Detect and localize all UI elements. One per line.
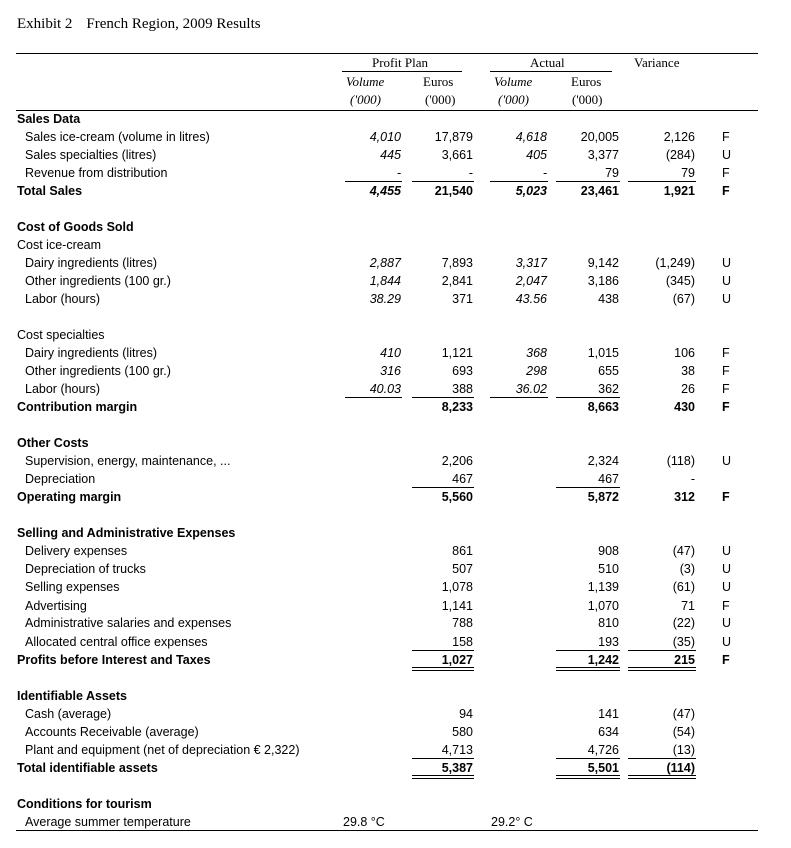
- profit-plan-rule: [342, 71, 462, 72]
- subsection-title: Cost specialties: [17, 328, 105, 342]
- header-actual-euros: Euros: [571, 74, 602, 89]
- total-row-contribution: Contribution margin 8,233 8,663 430 F: [17, 400, 730, 414]
- top-rule: [16, 53, 758, 54]
- table-row: Allocated central office expenses 158 193 (35) U: [25, 635, 732, 649]
- header-plan-euros: Euros: [423, 74, 454, 89]
- table-row: Other ingredients (100 gr.) 1,844 2,841 2,047 3,186 (345) U: [25, 274, 732, 288]
- total-row-operating: Operating margin 5,560 5,872 312 F: [17, 490, 730, 504]
- header-variance: Variance: [634, 55, 680, 70]
- actual-rule: [490, 71, 612, 72]
- table-row: Dairy ingredients (litres) 2,887 7,893 3,317 9,142 (1,249) U: [25, 256, 732, 270]
- header-actual-volume: Volume: [494, 74, 533, 89]
- table-row: Other ingredients (100 gr.) 316 693 298 655 38 F: [25, 364, 730, 378]
- header-actual-euros-unit: ('000): [572, 92, 603, 107]
- table-row: Average summer temperature 29.8 °C 29.2° C: [25, 815, 533, 829]
- header-actual: Actual: [530, 55, 565, 70]
- total-row-pbit: Profits before Interest and Taxes 1,027 1,242 215 F: [17, 653, 730, 667]
- exhibit-title: [17, 16, 261, 33]
- table-row: Cash (average) 94 141 (47): [25, 707, 695, 721]
- table-row: Advertising 1,141 1,070 71 F: [25, 599, 730, 613]
- subsection-title: Cost ice-cream: [17, 238, 102, 252]
- section-title-assets: Identifiable Assets: [17, 689, 127, 703]
- table-row: Supervision, energy, maintenance, ... 2,206 2,324 (118) U: [25, 454, 732, 468]
- table-row: Labor (hours) 38.29 371 43.56 438 (67) U: [25, 292, 732, 306]
- exhibit-number: Exhibit 2: [17, 16, 73, 32]
- total-row-assets: Total identifiable assets 5,387 5,501 (114): [17, 761, 695, 775]
- total-row-sales: Total Sales 4,455 21,540 5,023 23,461 1,921 F: [17, 184, 730, 198]
- section-title-cogs: Cost of Goods Sold: [17, 220, 134, 234]
- header-plan-euros-unit: ('000): [425, 92, 456, 107]
- section-title-tourism: Conditions for tourism: [17, 797, 152, 811]
- table-row: Sales ice-cream (volume in litres) 4,010 17,879 4,618 20,005 2,126 F: [25, 130, 730, 144]
- header-profit-plan: Profit Plan: [372, 55, 428, 70]
- table-row: Administrative salaries and expenses 788 810 (22) U: [25, 616, 732, 630]
- table-row: Plant and equipment (net of depreciation € 2,322) 4,713 4,726 (13): [25, 743, 695, 757]
- section-title-sales: Sales Data: [17, 112, 81, 126]
- header-plan-volume-unit: ('000): [350, 92, 381, 107]
- table-row: Depreciation 467 467 -: [25, 472, 695, 486]
- table-row: Sales specialties (litres) 445 3,661 405 3,377 (284) U: [25, 148, 732, 162]
- table-row: Dairy ingredients (litres) 410 1,121 368 1,015 106 F: [25, 346, 730, 360]
- exhibit-title-text: French Region, 2009 Results: [86, 16, 261, 32]
- table-row: Accounts Receivable (average) 580 634 (54): [25, 725, 695, 739]
- table-row: Revenue from distribution - - - 79 79 F: [25, 166, 730, 180]
- table-row: Selling expenses 1,078 1,139 (61) U: [25, 580, 732, 594]
- table-row: Delivery expenses 861 908 (47) U: [25, 544, 732, 558]
- header-actual-volume-unit: ('000): [498, 92, 529, 107]
- section-title-other: Other Costs: [17, 436, 89, 450]
- section-title-sga: Selling and Administrative Expenses: [17, 526, 236, 540]
- table-row: Labor (hours) 40.03 388 36.02 362 26 F: [25, 382, 730, 396]
- table-row: Depreciation of trucks 507 510 (3) U: [25, 562, 732, 576]
- bottom-rule: [16, 830, 758, 831]
- header-plan-volume: Volume: [346, 74, 385, 89]
